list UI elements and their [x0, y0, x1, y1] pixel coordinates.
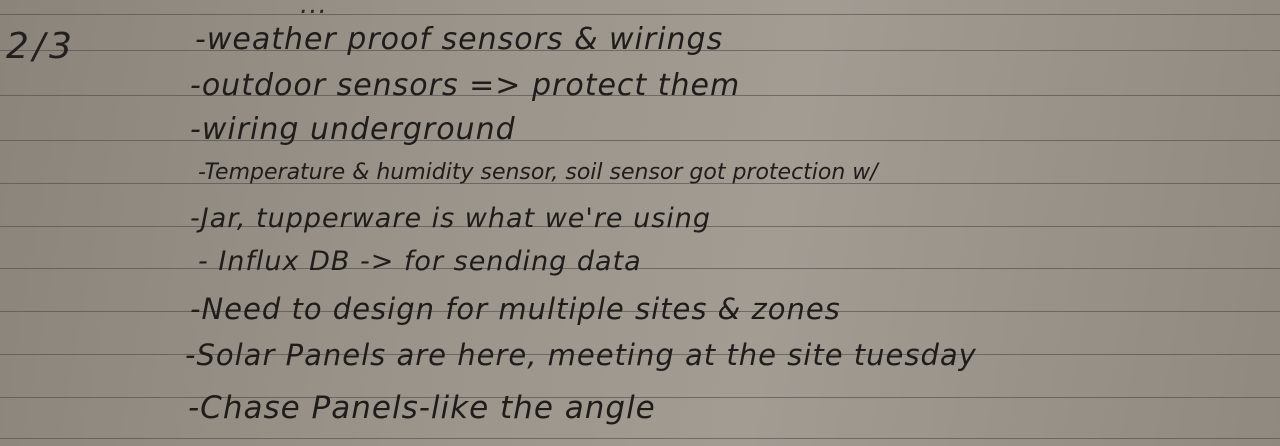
note-line: -Solar Panels are here, meeting at the site tuesday — [185, 338, 977, 372]
note-line: -outdoor sensors => protect them — [190, 68, 741, 103]
note-line: -Jar, tupperware is what we're using — [190, 203, 712, 234]
note-line: -Temperature & humidity sensor, soil sensor got protection w/ — [198, 160, 878, 185]
ruled-line — [0, 438, 1280, 439]
note-line: -weather proof sensors & wirings — [195, 22, 724, 57]
note-line: -Need to design for multiple sites & zones — [190, 292, 841, 326]
note-date: 2/3 — [6, 26, 76, 67]
note-line: -wiring underground — [190, 112, 516, 147]
note-line: -Chase Panels-like the angle — [188, 390, 656, 426]
note-line: - Influx DB -> for sending data — [198, 246, 642, 277]
partial-top-text: ... — [300, 0, 328, 20]
ruled-line — [0, 14, 1280, 15]
